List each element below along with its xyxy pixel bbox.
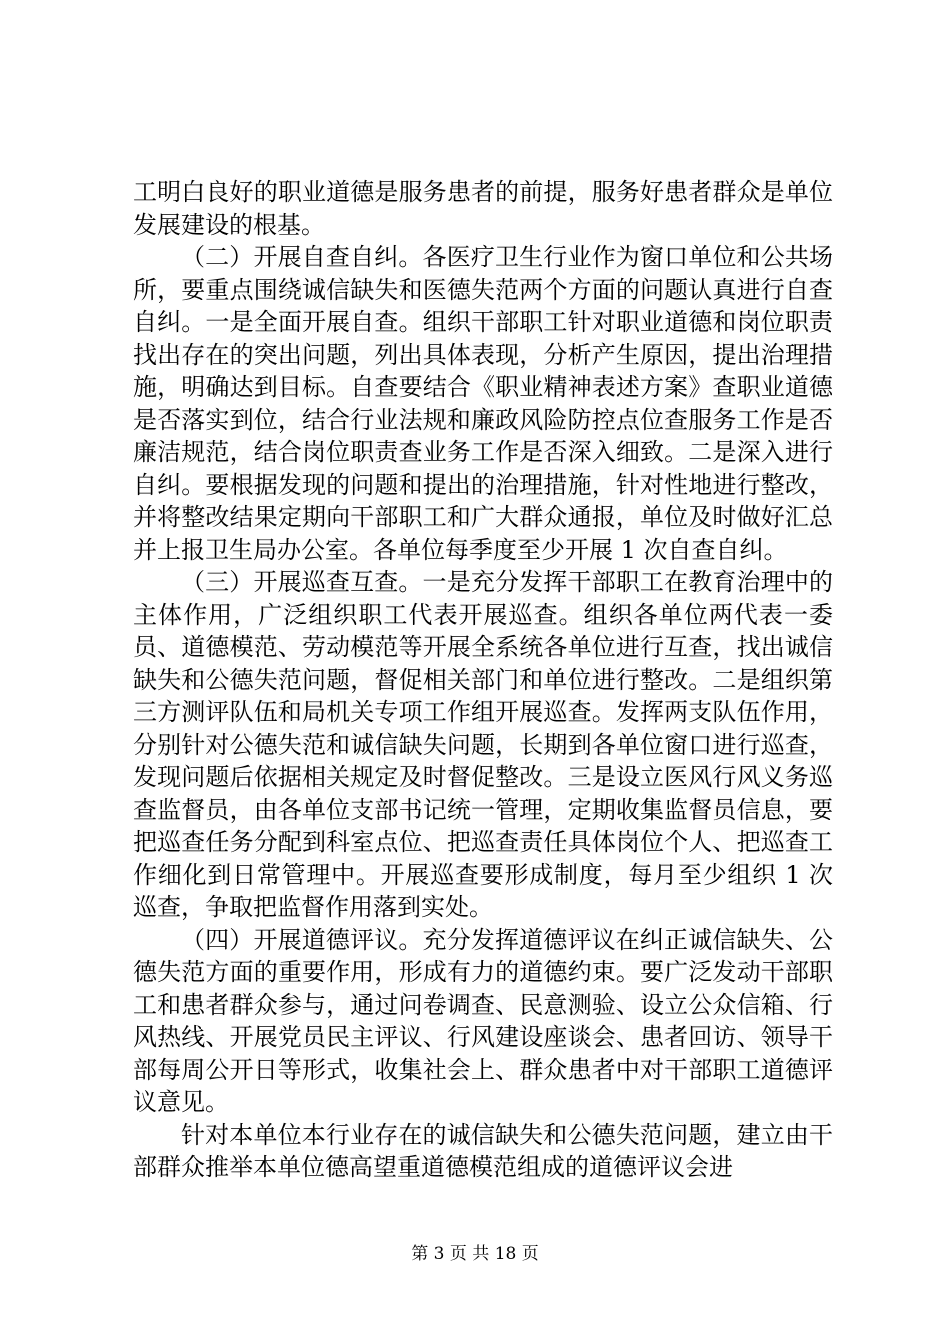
paragraph-patrol-inspection: （三）开展巡查互查。一是充分发挥干部职工在教育治理中的主体作用，广泛组织职工代表开展巡查。组织各单位两代表一委员、道德模范、劳动模范等开展全系统各单位进行互查，找出诚信缺失和公德失范问题，督促相关部门和单位进行整改。二是组织第三方测评队伍和局机关专项工作组开展巡查。发挥两支队伍作用，分别针对公德失范和诚信缺失问题，长期到各单位窗口进行巡查，发现问题后依据相关规定及时督促整改。三是设立医风行风义务巡查监督员，由各单位支部书记统一管理，定期收集监督员信息，要把巡查任务分配到科室点位、把巡查责任具体岗位个人、把巡查工作细化到日常管理中。开展巡查要形成制度，每月至少组织 1 次巡查，争取把监督作用落到实处。 bbox=[133, 568, 833, 921]
paragraph-moral-evaluation: （四）开展道德评议。充分发挥道德评议在纠正诚信缺失、公德失范方面的重要作用，形成有力的道德约束。要广泛发动干部职工和患者群众参与，通过问卷调查、民意测验、设立公众信箱、行风热线、开展党员民主评议、行风建设座谈会、患者回访、领导干部每周公开日等形式，收集社会上、群众患者中对干部职工道德评议意见。 bbox=[133, 925, 833, 1116]
paragraph-continuation: 工明白良好的职业道德是服务患者的前提，服务好患者群众是单位发展建设的根基。 bbox=[133, 178, 833, 239]
document-body bbox=[133, 176, 833, 1184]
paragraph-self-inspection: （二）开展自查自纠。各医疗卫生行业作为窗口单位和公共场所，要重点围绕诚信缺失和医德失范两个方面的问题认真进行自查自纠。一是全面开展自查。组织干部职工针对职业道德和岗位职责找出存在的突出问题，列出具体表现，分析产生原因，提出治理措施，明确达到目标。自查要结合《职业精神表述方案》查职业道德是否落实到位，结合行业法规和廉政风险防控点位查服务工作是否廉洁规范，结合岗位职责查业务工作是否深入细致。二是深入进行自纠。要根据发现的问题和提出的治理措施，针对性地进行整改，并将整改结果定期向干部职工和广大群众通报，单位及时做好汇总并上报卫生局办公室。各单位每季度至少开展 1 次自查自纠。 bbox=[133, 243, 833, 564]
page-number-footer: 第 3 页 共 18 页 bbox=[411, 1244, 539, 1264]
paragraph-evaluation-council: 针对本单位本行业存在的诚信缺失和公德失范问题，建立由干部群众推举本单位德高望重道德模范组成的道德评议会进 bbox=[133, 1120, 833, 1181]
